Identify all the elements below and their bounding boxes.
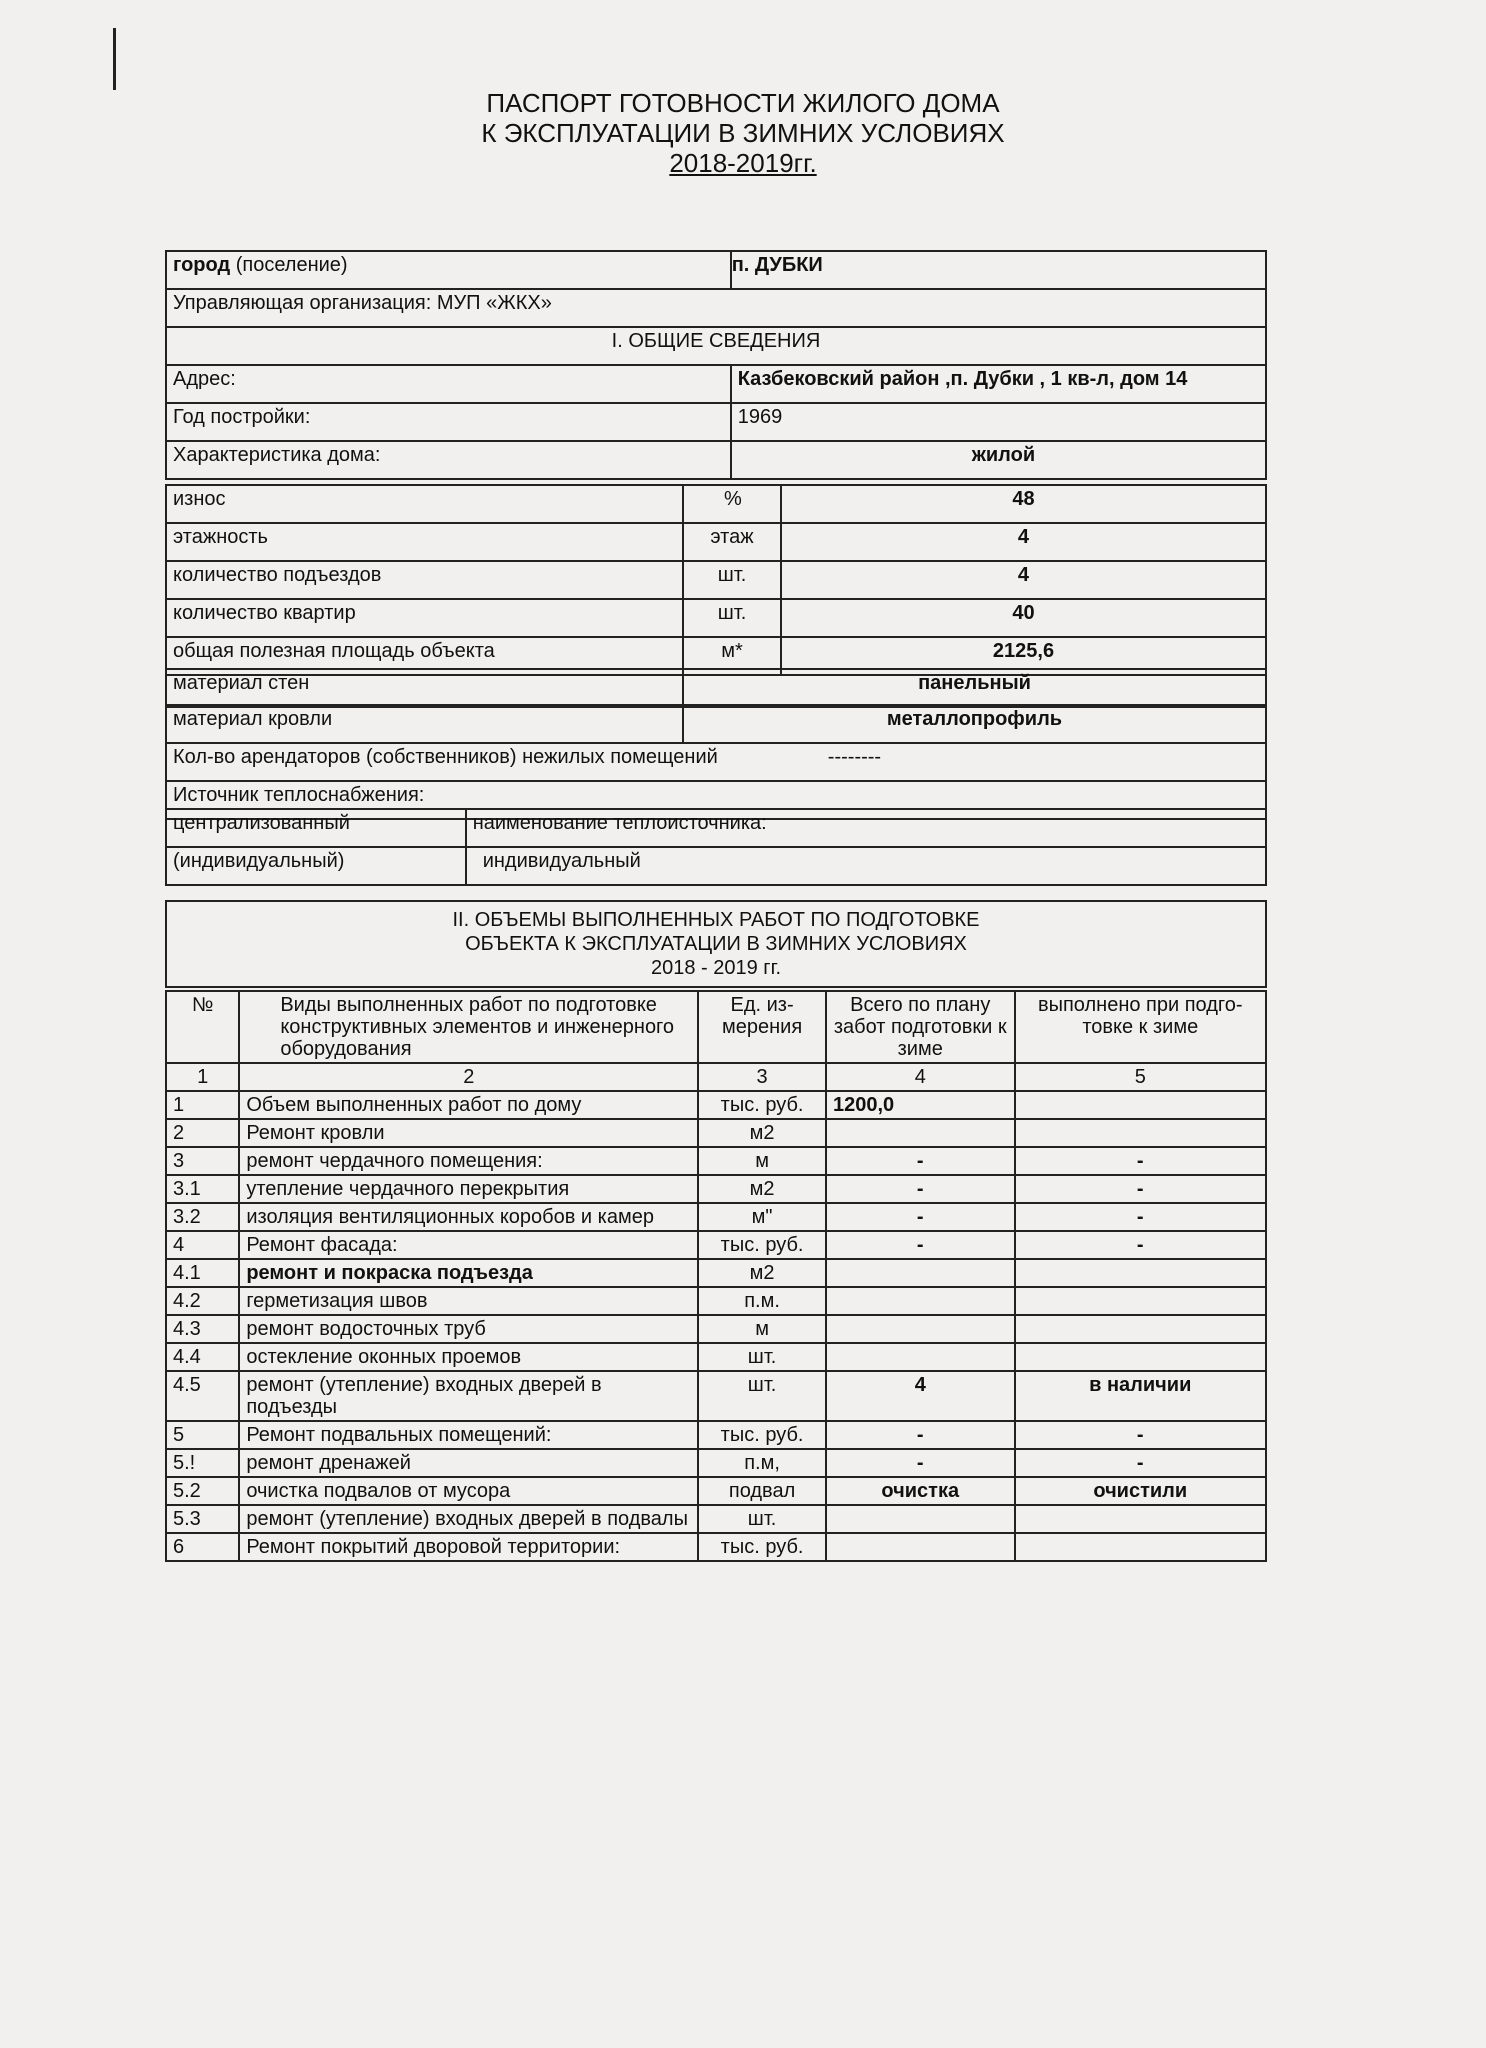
tenants-value: --------	[827, 746, 882, 768]
cell-num: 4	[166, 1231, 239, 1259]
table-row	[166, 1449, 1266, 1477]
cell-unit: тыс. руб.	[698, 1091, 826, 1119]
floors-unit: этаж	[683, 523, 781, 561]
cell-plan: -	[826, 1449, 1015, 1477]
cell-num: 2	[166, 1119, 239, 1147]
cell-done: очистили	[1015, 1477, 1266, 1505]
col-number: 4	[826, 1063, 1015, 1091]
roof-label: материал кровли	[166, 705, 683, 743]
cell-num: 4.5	[166, 1371, 239, 1421]
col-number: 2	[239, 1063, 698, 1091]
table-row	[166, 1371, 1266, 1421]
cell-num: 4.2	[166, 1287, 239, 1315]
cell-work: ремонт чердачного помещения:	[239, 1147, 698, 1175]
walls-label: материал стен	[166, 669, 683, 707]
cell-num: 3	[166, 1147, 239, 1175]
cell-done: -	[1015, 1203, 1266, 1231]
section-2-line-3: 2018 - 2019 гг.	[650, 957, 782, 979]
wear-value: 48	[781, 485, 1266, 523]
cell-done	[1015, 1091, 1266, 1119]
cell-plan	[826, 1533, 1015, 1561]
cell-plan	[826, 1315, 1015, 1343]
heat-individual: (индивидуальный)	[166, 847, 466, 885]
cell-plan	[826, 1259, 1015, 1287]
section-2-title	[166, 901, 1266, 987]
cell-work: изоляция вентиляционных коробов и камер	[239, 1203, 698, 1231]
cell-work: ремонт (утепление) входных дверей в подъезды	[239, 1371, 698, 1421]
col-number: 1	[166, 1063, 239, 1091]
heat-source-label: Источник теплоснабжения:	[166, 781, 1266, 819]
roof-value: металлопрофиль	[683, 705, 1266, 743]
cell-work: утепление чердачного перекрытия	[239, 1175, 698, 1203]
cell-num: 5.!	[166, 1449, 239, 1477]
cell-work: очистка подвалов от мусора	[239, 1477, 698, 1505]
tenants-label: Кол-во арендаторов (собственников) нежилых помещений	[173, 746, 718, 768]
entrances-label: количество подъездов	[166, 561, 683, 599]
cell-unit: м"	[698, 1203, 826, 1231]
cell-work: остекление оконных проемов	[239, 1343, 698, 1371]
cell-num: 5.2	[166, 1477, 239, 1505]
cell-done: в наличии	[1015, 1371, 1266, 1421]
cell-unit: м	[698, 1315, 826, 1343]
cell-done: -	[1015, 1231, 1266, 1259]
cell-num: 5	[166, 1421, 239, 1449]
title-year: 2018-2019гг.	[669, 148, 817, 178]
heat-source-table	[165, 808, 1267, 886]
cell-unit: шт.	[698, 1505, 826, 1533]
cell-num: 5.3	[166, 1505, 239, 1533]
cell-plan: -	[826, 1147, 1015, 1175]
table-row	[166, 1259, 1266, 1287]
cell-num: 4.1	[166, 1259, 239, 1287]
cell-done	[1015, 1533, 1266, 1561]
cell-unit: подвал	[698, 1477, 826, 1505]
table-row	[166, 1119, 1266, 1147]
address-label: Адрес:	[166, 365, 731, 403]
floors-value: 4	[781, 523, 1266, 561]
wear-label: износ	[166, 485, 683, 523]
cell-work: ремонт (утепление) входных дверей в подвалы	[239, 1505, 698, 1533]
cell-num: 4.3	[166, 1315, 239, 1343]
cell-plan	[826, 1287, 1015, 1315]
document-title	[0, 88, 1486, 178]
characteristic-label: Характеристика дома:	[166, 441, 731, 479]
header-work: Виды выполненных работ по подготовке конструктивных элементов и инженерного оборудования	[239, 991, 698, 1063]
apartments-label: количество квартир	[166, 599, 683, 637]
table-row	[166, 1315, 1266, 1343]
apartments-unit: шт.	[683, 599, 781, 637]
cell-plan: 1200,0	[826, 1091, 1015, 1119]
cell-num: 3.2	[166, 1203, 239, 1231]
entrances-value: 4	[781, 561, 1266, 599]
table-row	[166, 1147, 1266, 1175]
general-info-table	[165, 250, 1267, 480]
cell-plan: -	[826, 1231, 1015, 1259]
cell-done: -	[1015, 1175, 1266, 1203]
cell-unit: шт.	[698, 1371, 826, 1421]
area-label: общая полезная площадь объекта	[166, 637, 683, 675]
build-year-value: 1969	[731, 403, 1266, 441]
cell-plan	[826, 1119, 1015, 1147]
table-row	[166, 1477, 1266, 1505]
cell-unit: п.м,	[698, 1449, 826, 1477]
cell-unit: тыс. руб.	[698, 1533, 826, 1561]
table-row	[166, 1091, 1266, 1119]
cell-unit: м2	[698, 1175, 826, 1203]
cell-done	[1015, 1315, 1266, 1343]
tenants-row	[166, 743, 1266, 781]
header-unit: Ед. из-мерения	[698, 991, 826, 1063]
works-table	[165, 990, 1267, 1562]
cell-work: ремонт дренажей	[239, 1449, 698, 1477]
cell-work: Ремонт фасада:	[239, 1231, 698, 1259]
cell-unit: тыс. руб.	[698, 1421, 826, 1449]
cell-work: ремонт водосточных труб	[239, 1315, 698, 1343]
heat-source-name-value: индивидуальный	[466, 847, 1266, 885]
cell-done: -	[1015, 1147, 1266, 1175]
cell-plan: 4	[826, 1371, 1015, 1421]
roof-table	[165, 704, 1267, 820]
cell-work: Ремонт подвальных помещений:	[239, 1421, 698, 1449]
cell-work: Ремонт покрытий дворовой территории:	[239, 1533, 698, 1561]
table-row	[166, 1203, 1266, 1231]
cell-plan	[826, 1343, 1015, 1371]
management-org: Управляющая организация: МУП «ЖКХ»	[166, 289, 1266, 327]
cell-unit: м2	[698, 1259, 826, 1287]
cell-done	[1015, 1287, 1266, 1315]
header-done: выполнено при подго-товке к зиме	[1015, 991, 1266, 1063]
title-line-2: К ЭКСПЛУАТАЦИИ В ЗИМНИХ УСЛОВИЯХ	[481, 118, 1005, 148]
cell-done	[1015, 1505, 1266, 1533]
table-row	[166, 1287, 1266, 1315]
section-2-line-2: ОБЪЕКТА К ЭКСПЛУАТАЦИИ В ЗИМНИХ УСЛОВИЯХ	[465, 933, 967, 955]
cell-plan: -	[826, 1175, 1015, 1203]
column-numbers-row	[166, 1063, 1266, 1091]
cell-work: ремонт и покраска подъезда	[239, 1259, 698, 1287]
build-year-label: Год постройки:	[166, 403, 731, 441]
address-value: Казбековский район ,п. Дубки , 1 кв-л, дом 14	[731, 365, 1266, 403]
cell-done: -	[1015, 1449, 1266, 1477]
cell-unit: п.м.	[698, 1287, 826, 1315]
house-params-table	[165, 484, 1267, 676]
cell-plan: -	[826, 1421, 1015, 1449]
floors-label: этажность	[166, 523, 683, 561]
cell-num: 4.4	[166, 1343, 239, 1371]
cell-unit: тыс. руб.	[698, 1231, 826, 1259]
cell-work: герметизация швов	[239, 1287, 698, 1315]
city-label: город (поселение)	[166, 251, 731, 289]
cell-plan	[826, 1505, 1015, 1533]
cell-done: -	[1015, 1421, 1266, 1449]
works-header-row	[166, 991, 1266, 1063]
table-row	[166, 1533, 1266, 1561]
cell-plan: -	[826, 1203, 1015, 1231]
table-row	[166, 1421, 1266, 1449]
table-row	[166, 1231, 1266, 1259]
col-number: 3	[698, 1063, 826, 1091]
city-value: п. ДУБКИ	[731, 251, 1266, 289]
cell-done	[1015, 1343, 1266, 1371]
cell-unit: шт.	[698, 1343, 826, 1371]
entrances-unit: шт.	[683, 561, 781, 599]
cell-num: 6	[166, 1533, 239, 1561]
section-2-line-1: II. ОБЪЕМЫ ВЫПОЛНЕННЫХ РАБОТ ПО ПОДГОТОВКЕ	[452, 909, 980, 931]
cell-done	[1015, 1259, 1266, 1287]
cell-num: 3.1	[166, 1175, 239, 1203]
section-1-title: I. ОБЩИЕ СВЕДЕНИЯ	[166, 327, 1266, 365]
walls-value: панельный	[683, 669, 1266, 707]
title-line-1: ПАСПОРТ ГОТОВНОСТИ ЖИЛОГО ДОМА	[486, 88, 1000, 118]
area-unit: м*	[683, 637, 781, 675]
area-value: 2125,6	[781, 637, 1266, 675]
heat-source-name-label: наименование теплоисточника:	[466, 809, 1266, 847]
cell-unit: м	[698, 1147, 826, 1175]
wear-unit: %	[683, 485, 781, 523]
header-plan: Всего по плану забот подготовки к зиме	[826, 991, 1015, 1063]
cell-work: Ремонт кровли	[239, 1119, 698, 1147]
city-row	[166, 251, 1266, 289]
cell-done	[1015, 1119, 1266, 1147]
cell-plan: очистка	[826, 1477, 1015, 1505]
cell-num: 1	[166, 1091, 239, 1119]
table-row	[166, 1175, 1266, 1203]
col-number: 5	[1015, 1063, 1266, 1091]
materials-table	[165, 668, 1267, 708]
works-section-header	[165, 900, 1267, 988]
header-num: №	[166, 991, 239, 1063]
cell-unit: м2	[698, 1119, 826, 1147]
apartments-value: 40	[781, 599, 1266, 637]
heat-central: централизованный	[166, 809, 466, 847]
table-row	[166, 1505, 1266, 1533]
margin-mark	[113, 28, 116, 90]
cell-work: Объем выполненных работ по дому	[239, 1091, 698, 1119]
characteristic-value: жилой	[731, 441, 1266, 479]
table-row	[166, 1343, 1266, 1371]
